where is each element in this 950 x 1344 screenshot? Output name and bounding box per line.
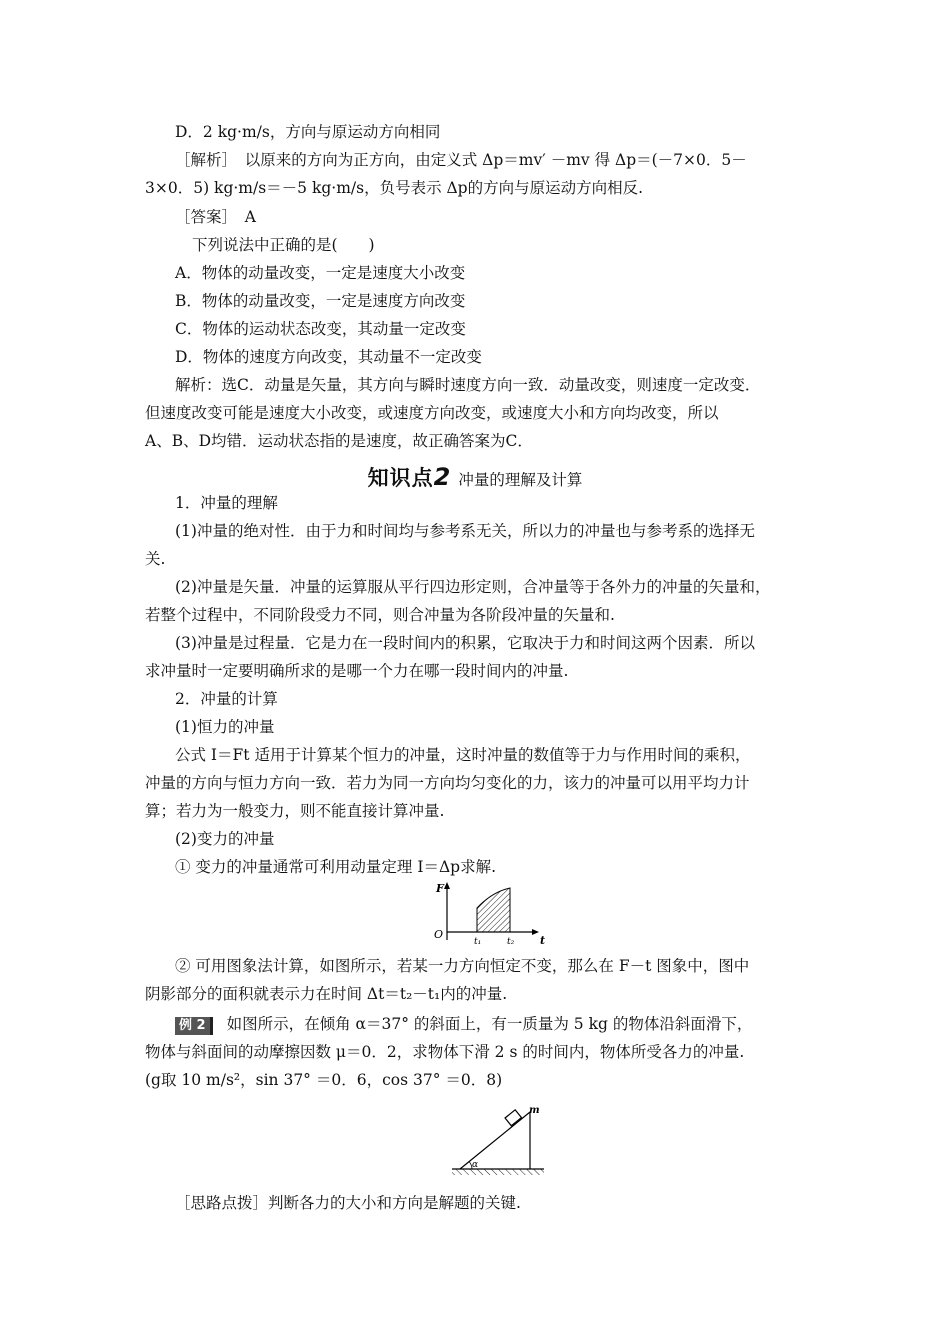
heading-number: 2: [433, 463, 451, 491]
x-axis-arrow-icon: [532, 929, 539, 935]
t-axis-label: t: [540, 934, 546, 947]
example-line-1: [175, 1013, 815, 1035]
method-1: ① 变力的冲量通常可利用动量定理 I＝Δp求解.: [175, 858, 497, 876]
t2-label: t₂: [507, 937, 515, 947]
shaded-area: [477, 888, 510, 932]
f-t-graph: [432, 880, 550, 948]
incline-slope: [460, 1112, 530, 1169]
para-2-line-2: 若整个过程中，不同阶段受力不同，则合冲量为各阶段冲量的矢量和.: [145, 606, 615, 624]
question-stem: 下列说法中正确的是( ): [192, 236, 375, 254]
t1-label: t₁: [474, 937, 482, 947]
y-axis-arrow-icon: [444, 882, 450, 889]
option-b: B．物体的动量改变，一定是速度方向改变: [175, 292, 466, 310]
option-d-prev: D．2 kg·m/s，方向与原运动方向相同: [175, 123, 441, 141]
formula-line-1: 公式 I＝Ft 适用于计算某个恒力的冲量，这时冲量的数值等于力与作用时间的乘积，: [175, 746, 751, 764]
para-3-line-2: 求冲量时一定要明确所求的是哪一个力在哪一段时间内的冲量.: [145, 662, 569, 680]
method-2-line-2: 阴影部分的面积就表示力在时间 Δt＝t₂－t₁内的冲量.: [145, 985, 508, 1003]
heading-title: 知识点: [367, 466, 434, 490]
example-text-1: 如图所示，在倾角 α＝37° 的斜面上，有一质量为 5 kg 的物体沿斜面滑下，: [226, 1015, 753, 1033]
option-c: C．物体的运动状态改变，其动量一定改变: [175, 320, 466, 338]
solution-line-1: 解析：选C．动量是矢量，其方向与瞬时速度方向一致．动量改变，则速度一定改变．: [175, 376, 761, 394]
hint-line: ［思路点拨］判断各力的大小和方向是解题的关键.: [175, 1194, 521, 1212]
para-1-line-2: 关.: [145, 550, 166, 568]
section-heading: [0, 462, 950, 492]
analysis-line-1: ［解析］ 以原来的方向为正方向，由定义式 Δp＝mv′ －mv 得 Δp＝(－7×0．5－: [175, 151, 747, 169]
formula-line-3: 算；若力为一般变力，则不能直接计算冲量.: [145, 802, 445, 820]
option-d: D．物体的速度方向改变，其动量不一定改变: [175, 348, 482, 366]
heading-subtitle: 冲量的理解及计算: [458, 471, 583, 489]
formula-line-2: 冲量的方向与恒力方向一致．若力为同一方向均匀变化的力，该力的冲量可以用平均力计: [145, 774, 750, 792]
analysis-line-2: 3×0．5) kg·m/s＝－5 kg·m/s，负号表示 Δp的方向与原运动方向相反.: [145, 179, 644, 197]
variable-force-title: (2)变力的冲量: [175, 830, 275, 848]
method-2-line-1: ② 可用图象法计算，如图所示，若某一力方向恒定不变，那么在 F－t 图象中，图中: [175, 957, 750, 975]
example-tag: 例 2: [175, 1017, 213, 1035]
subsection-1: 1．冲量的理解: [175, 494, 278, 512]
example-line-2: 物体与斜面间的动摩擦因数 μ＝0．2，求物体下滑 2 s 的时间内，物体所受各力的冲量.: [145, 1043, 745, 1061]
alpha-label: α: [472, 1160, 479, 1170]
constant-force-title: (1)恒力的冲量: [175, 718, 275, 736]
option-a: A．物体的动量改变，一定是速度大小改变: [175, 264, 466, 282]
ground-hatch: [452, 1169, 544, 1175]
example-line-3: (g取 10 m/s²，sin 37° ＝0．6，cos 37° ＝0．8): [145, 1071, 503, 1089]
mass-label: m: [529, 1105, 540, 1116]
subsection-2: 2．冲量的计算: [175, 690, 278, 708]
answer-line: ［答案］ A: [175, 208, 256, 226]
origin-label: O: [434, 928, 444, 941]
incline-diagram: [450, 1100, 550, 1180]
para-1-line-1: (1)冲量的绝对性．由于力和时间均与参考系无关，所以力的冲量也与参考系的选择无: [175, 522, 755, 540]
solution-line-2: 但速度改变可能是速度大小改变，或速度方向改变，或速度大小和方向均改变，所以: [145, 404, 719, 422]
solution-line-3: A、B、D均错．运动状态指的是速度，故正确答案为C．: [145, 432, 533, 450]
para-3-line-1: (3)冲量是过程量．它是力在一段时间内的积累，它取决于力和时间这两个因素．所以: [175, 634, 755, 652]
para-2-line-1: (2)冲量是矢量．冲量的运算服从平行四边形定则，合冲量等于各外力的冲量的矢量和，: [175, 578, 771, 596]
f-axis-label: F: [436, 882, 444, 895]
block: [505, 1110, 521, 1126]
